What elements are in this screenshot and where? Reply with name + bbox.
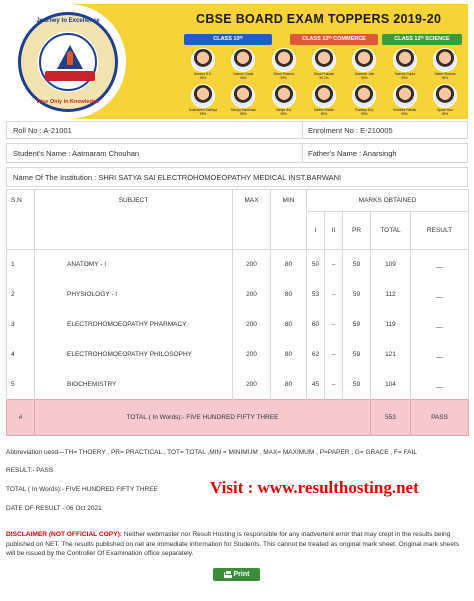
- divider: [302, 144, 303, 162]
- result-status: RESULT:- PASS: [6, 467, 54, 474]
- topper-name: Dhanesh Jain: [354, 72, 375, 76]
- print-button[interactable]: [213, 568, 260, 581]
- cell-ii: –: [325, 340, 343, 370]
- cell-result: __: [411, 370, 469, 400]
- topper-name: Shreya Sambhani: [230, 108, 256, 112]
- class-12-commerce-tag: CLASS 12ᵗʰ COMMERCE: [290, 34, 378, 45]
- cell-subject: PHYSIOLOGY - I: [35, 280, 233, 310]
- topper-photo: [231, 48, 255, 72]
- topper-score: 99%: [280, 111, 287, 116]
- cell-min: 80: [271, 370, 307, 400]
- cell-max: 200: [233, 280, 271, 310]
- topper-score: 99%: [320, 111, 328, 116]
- toppers-row-2: [184, 84, 464, 116]
- toppers-banner: [6, 4, 468, 119]
- header-result: RESULT: [411, 212, 469, 250]
- topper-name: Naman Gupta: [233, 72, 254, 76]
- topper-card: [426, 48, 464, 80]
- disclaimer-text: Neither webmaster nor Result Hosting is responsible for any inadvertent error that may crept in the results being published on NET. The results published on net are immediate information for Students. This cannot be treated as original mark sheet. Original mark sheets will be issued by the Controller Of Examination office separately.: [6, 531, 460, 558]
- topper-card: [265, 48, 303, 80]
- total-row: [7, 400, 469, 436]
- cell-sn: 5: [7, 370, 35, 400]
- topper-name: Tanisha Gupta: [394, 72, 415, 76]
- seal-top-text: Journey to Excellence: [36, 18, 100, 24]
- topper-score: 99%: [240, 111, 247, 116]
- roll-no: Roll No : A-21001: [13, 126, 72, 135]
- topper-photo: [272, 48, 296, 72]
- cell-result: __: [411, 280, 469, 310]
- roll-enrolment-row: [6, 121, 468, 139]
- institution-seal-logo: [18, 12, 118, 112]
- class-12-science-tag: CLASS 12ᵗʰ SCIENCE: [382, 34, 462, 45]
- topper-name: Aneesa N.K.: [194, 72, 212, 76]
- topper-score: 99%: [361, 111, 368, 116]
- cell-subject: BIOCHEMISTRY: [35, 370, 233, 400]
- header-ii: II: [325, 212, 343, 250]
- topper-card: [426, 84, 464, 116]
- topper-score: 99%: [401, 111, 408, 116]
- disclaimer-label: DISCLAIMER (NOT OFFICIAL COPY):: [6, 531, 122, 538]
- topper-card: [265, 84, 303, 116]
- cell-result: __: [411, 310, 469, 340]
- topper-card: [224, 48, 262, 80]
- divider: [302, 122, 303, 138]
- header-i: I: [307, 212, 325, 250]
- topper-name: Sahibe Sheikh: [313, 108, 335, 112]
- header-subject: SUBJECT: [35, 190, 233, 250]
- topper-score: 99%: [240, 75, 247, 80]
- topper-card: [386, 84, 424, 116]
- topper-photo: [393, 84, 417, 108]
- cell-max: 200: [233, 340, 271, 370]
- cell-sn: 3: [7, 310, 35, 340]
- institution-row: [6, 167, 468, 187]
- cell-min: 80: [271, 310, 307, 340]
- grand-total: 553: [371, 400, 411, 436]
- abbreviation-note: Abbreviation uesd—TH= THOERY , PR= PRACTICAL , TOT= TOTAL ,MIN = MINIMUM , MAX= MAXIMUM , P=PAPER , G= GRACE , F= FAIL: [6, 449, 417, 456]
- father-name: Father's Name : Anarsingh: [308, 149, 397, 158]
- cell-i: 53: [307, 280, 325, 310]
- cell-total: 112: [371, 280, 411, 310]
- table-row: [7, 250, 469, 280]
- cell-pr: 59: [343, 310, 371, 340]
- seal-ribbon: [45, 71, 95, 81]
- header-sn: S.N: [7, 190, 35, 250]
- cell-i: 62: [307, 340, 325, 370]
- topper-card: [305, 48, 343, 80]
- cell-pr: 59: [343, 340, 371, 370]
- cell-total: 119: [371, 310, 411, 340]
- topper-score: 99%: [199, 111, 207, 116]
- topper-card: [224, 84, 262, 116]
- total-in-words: TOTAL ( In Words):- FIVE HUNDRED FIFTY THREE: [35, 400, 371, 436]
- table-row: [7, 280, 469, 310]
- topper-photo: [352, 48, 376, 72]
- cell-ii: –: [325, 370, 343, 400]
- cell-result: __: [411, 340, 469, 370]
- header-total: TOTAL: [371, 212, 411, 250]
- cell-result: __: [411, 250, 469, 280]
- cell-pr: 59: [343, 250, 371, 280]
- banner-title: CBSE BOARD EXAM TOPPERS 2019-20: [196, 12, 442, 26]
- seal-emblem: [39, 33, 97, 91]
- cell-total: 121: [371, 340, 411, 370]
- topper-photo: [191, 48, 215, 72]
- topper-score: 99%: [280, 75, 287, 80]
- student-name: Student's Name : Aatmaram Chouhan: [13, 149, 140, 158]
- cell-min: 80: [271, 340, 307, 370]
- toppers-row-1: [184, 48, 464, 80]
- topper-photo: [272, 84, 296, 108]
- cell-min: 80: [271, 280, 307, 310]
- torch-icon: [67, 51, 73, 65]
- cell-ii: –: [325, 280, 343, 310]
- topper-score: 99.2%: [319, 75, 329, 80]
- topper-photo: [191, 84, 215, 108]
- topper-card: [305, 84, 343, 116]
- header-max: MAX: [233, 190, 271, 250]
- table-row: [7, 370, 469, 400]
- topper-card: [184, 84, 222, 116]
- cell-total: 109: [371, 250, 411, 280]
- topper-name: Shruti Sharma: [273, 72, 294, 76]
- cell-subject: ELECTROHOMOEOPATHY PHILOSOPHY: [35, 340, 233, 370]
- cell-max: 200: [233, 310, 271, 340]
- seal-bottom-text: Rise Only in Knowledge: [36, 99, 100, 105]
- overall-result: PASS: [411, 400, 469, 436]
- cell-total: 104: [371, 370, 411, 400]
- topper-photo: [433, 48, 457, 72]
- topper-name: Pradeep Dey: [355, 108, 374, 112]
- table-row: [7, 340, 469, 370]
- cell-i: 60: [307, 310, 325, 340]
- table-row: [7, 310, 469, 340]
- cell-max: 200: [233, 370, 271, 400]
- topper-name: Satish Sharma: [434, 72, 456, 76]
- cell-ii: –: [325, 310, 343, 340]
- topper-card: [345, 84, 383, 116]
- institution-name: Name Of The Institution : SHRI SATYA SAI ELECTROHOMOEOPATHY MEDICAL INST.BARWANI: [13, 173, 342, 182]
- cell-subject: ELECTROHOMOEOPATHY PHARMACY: [35, 310, 233, 340]
- header-min: MIN: [271, 190, 307, 250]
- topper-score: 99%: [361, 75, 368, 80]
- cell-sn: 1: [7, 250, 35, 280]
- cell-sn: 4: [7, 340, 35, 370]
- enrolment-no: Enrolment No : E-210005: [308, 126, 393, 135]
- printer-icon: [224, 572, 232, 578]
- topper-card: [345, 48, 383, 80]
- visit-website-link[interactable]: Visit : www.resulthosting.net: [210, 478, 419, 497]
- topper-photo: [312, 84, 336, 108]
- topper-name: Subhashini Sarthiya: [188, 108, 218, 112]
- cell-ii: –: [325, 250, 343, 280]
- header-marks-obtained: MARKS OBTAINED: [307, 190, 469, 212]
- total-words-line: TOTAL ( In Words):- FIVE HUNDRED FIFTY THREE: [6, 486, 158, 493]
- topper-photo: [352, 84, 376, 108]
- topper-card: [386, 48, 424, 80]
- cell-max: 200: [233, 250, 271, 280]
- topper-photo: [433, 84, 457, 108]
- topper-card: [184, 48, 222, 80]
- topper-name: Srishtika Pathak: [393, 108, 417, 112]
- cell-i: 45: [307, 370, 325, 400]
- topper-score: 99%: [441, 75, 449, 80]
- topper-name: Ayush Rau: [437, 108, 453, 112]
- topper-name: Aditya Jha: [276, 108, 292, 112]
- total-hash: #: [7, 400, 35, 436]
- topper-photo: [312, 48, 336, 72]
- student-father-row: [6, 143, 468, 163]
- cell-sn: 2: [7, 280, 35, 310]
- topper-photo: [393, 48, 417, 72]
- disclaimer: [6, 530, 468, 559]
- date-of-result: DATE OF RESULT - 06 Oct 2021: [6, 505, 102, 512]
- topper-score: 99%: [441, 111, 449, 116]
- cell-min: 80: [271, 250, 307, 280]
- topper-score: 99%: [199, 75, 207, 80]
- cell-pr: 59: [343, 280, 371, 310]
- marks-table: [6, 189, 469, 436]
- print-label: Print: [233, 571, 250, 578]
- topper-photo: [231, 84, 255, 108]
- table-header-row: [7, 190, 469, 212]
- cell-i: 50: [307, 250, 325, 280]
- class-10-tag: CLASS 10ᵗʰ: [184, 34, 272, 45]
- topper-name: Divya Prakash: [313, 72, 335, 76]
- cell-subject: ANATOMY - I: [35, 250, 233, 280]
- topper-score: 99%: [401, 75, 408, 80]
- header-pr: PR: [343, 212, 371, 250]
- cell-pr: 59: [343, 370, 371, 400]
